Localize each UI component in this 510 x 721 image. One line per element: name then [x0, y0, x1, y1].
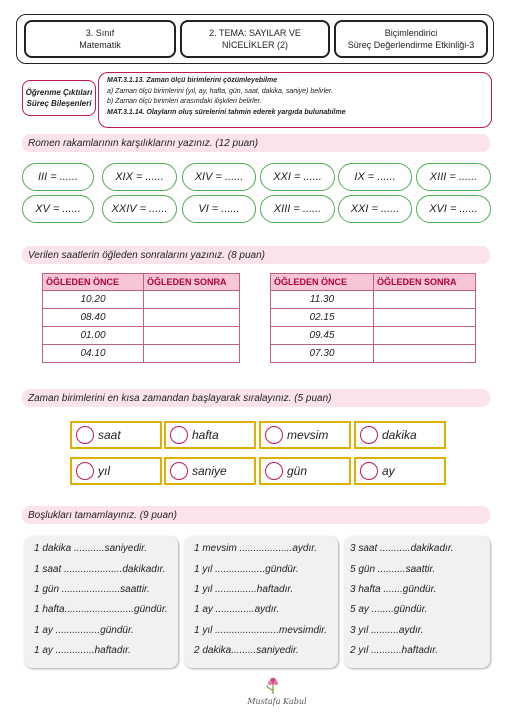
- roman-pill: XIX = ......: [102, 163, 177, 191]
- time-cell: 09.45: [271, 327, 374, 345]
- objective-line: MAT.3.1.13. Zaman ölçü birimlerini çözümleyebilme: [107, 77, 278, 84]
- objectives-box: [98, 72, 492, 128]
- unit-box[interactable]: gün: [259, 457, 351, 485]
- col-header-before: ÖĞLEDEN ÖNCE: [271, 274, 374, 291]
- order-circle-icon[interactable]: [265, 426, 283, 444]
- roman-pill: XIII = ......: [260, 195, 335, 223]
- header-grade: 3. Sınıf Matematik: [24, 20, 176, 58]
- blank-line: 1 hafta.........................gündür.: [34, 604, 168, 615]
- order-circle-icon[interactable]: [170, 426, 188, 444]
- roman-pill: XXI = ......: [260, 163, 335, 191]
- blank-line: 2 dakika.........saniyedir.: [194, 645, 299, 656]
- answer-cell[interactable]: [374, 309, 476, 327]
- blanks-section-title: Boşlukları tamamlayınız. (9 puan): [22, 506, 490, 524]
- header-theme: 2. TEMA: SAYILAR VE NİCELİKLER (2): [180, 20, 330, 58]
- order-circle-icon[interactable]: [265, 462, 283, 480]
- roman-pill: III = ......: [22, 163, 94, 191]
- blank-line: 1 mevsim ...................aydır.: [194, 543, 317, 554]
- time-cell: 02.15: [271, 309, 374, 327]
- roman-pill: XV = ......: [22, 195, 94, 223]
- blank-line: 3 yıl ..........aydır.: [350, 625, 424, 636]
- blank-line: 3 saat ...........dakikadır.: [350, 543, 454, 554]
- roman-section-title: Romen rakamlarının karşılıklarını yazınız. (12 puan): [22, 134, 490, 152]
- roman-pill: XIII = ......: [416, 163, 491, 191]
- objective-line: b) Zaman ölçü birimleri arasındaki ilişkileri belirler.: [107, 98, 262, 105]
- order-circle-icon[interactable]: [170, 462, 188, 480]
- flower-logo-icon: [262, 676, 284, 696]
- unit-box[interactable]: mevsim: [259, 421, 351, 449]
- blank-line: 1 ay ..............aydır.: [194, 604, 280, 615]
- author-logo-text: Mustafa Kabul: [247, 697, 307, 706]
- blank-line: 1 ay ................gündür.: [34, 625, 134, 636]
- clock-table-right: [270, 273, 476, 363]
- answer-cell[interactable]: [374, 345, 476, 363]
- time-cell: 04.10: [43, 345, 144, 363]
- unit-box[interactable]: saniye: [164, 457, 256, 485]
- col-header-after: ÖĞLEDEN SONRA: [374, 274, 476, 291]
- order-circle-icon[interactable]: [360, 426, 378, 444]
- blank-line: 1 saat .....................dakikadır.: [34, 564, 166, 575]
- time-cell: 07.30: [271, 345, 374, 363]
- time-cell: 10.20: [43, 291, 144, 309]
- answer-cell[interactable]: [144, 309, 240, 327]
- order-circle-icon[interactable]: [76, 462, 94, 480]
- time-cell: 11.30: [271, 291, 374, 309]
- objectives-label: Öğrenme Çıktıları Süreç Bileşenleri: [22, 80, 96, 116]
- order-circle-icon[interactable]: [360, 462, 378, 480]
- time-cell: 08.40: [43, 309, 144, 327]
- col-header-after: ÖĞLEDEN SONRA: [144, 274, 240, 291]
- answer-cell[interactable]: [144, 327, 240, 345]
- unit-box[interactable]: ay: [354, 457, 446, 485]
- clock-table-left: [42, 273, 240, 363]
- blank-line: 5 ay ........gündür.: [350, 604, 428, 615]
- clock-section-title: Verilen saatlerin öğleden sonralarını yazınız. (8 puan): [22, 246, 490, 264]
- blank-line: 1 yıl .......................mevsimdir.: [194, 625, 327, 636]
- unit-box[interactable]: dakika: [354, 421, 446, 449]
- answer-cell[interactable]: [144, 345, 240, 363]
- answer-cell[interactable]: [374, 291, 476, 309]
- units-section-title: Zaman birimlerini en kısa zamandan başlayarak sıralayınız. (5 puan): [22, 389, 490, 407]
- blank-line: 1 yıl ..................gündür.: [194, 564, 299, 575]
- answer-cell[interactable]: [374, 327, 476, 345]
- roman-pill: XXIV = ......: [102, 195, 177, 223]
- roman-pill: XXI = ......: [338, 195, 412, 223]
- roman-pill: XIV = ......: [182, 163, 256, 191]
- blank-line: 2 yıl ...........haftadır.: [350, 645, 438, 656]
- blank-line: 1 yıl ...............haftadır.: [194, 584, 294, 595]
- objective-line: MAT.3.1.14. Olayların oluş sürelerini tahmin ederek yargıda bulunabilme: [107, 108, 346, 116]
- roman-pill: IX = ......: [338, 163, 412, 191]
- roman-pill: XVI = ......: [416, 195, 491, 223]
- objective-line: a) Zaman ölçü birimlerini (yıl, ay, hafta, gün, saat, dakika, saniye) belirler.: [107, 87, 334, 95]
- blank-line: 1 dakika ...........saniyedir.: [34, 543, 148, 554]
- blank-line: 5 gün ..........saattir.: [350, 564, 436, 575]
- unit-box[interactable]: hafta: [164, 421, 256, 449]
- time-cell: 01.00: [43, 327, 144, 345]
- col-header-before: ÖĞLEDEN ÖNCE: [43, 274, 144, 291]
- unit-box[interactable]: saat: [70, 421, 162, 449]
- blank-line: 1 gün .....................saattir.: [34, 584, 150, 595]
- blank-line: 1 ay ..............haftadır.: [34, 645, 131, 656]
- header-type: Biçimlendirici Süreç Değerlendirme Etkinliği-3: [334, 20, 488, 58]
- blank-line: 3 hafta .......gündür.: [350, 584, 437, 595]
- answer-cell[interactable]: [144, 291, 240, 309]
- order-circle-icon[interactable]: [76, 426, 94, 444]
- roman-pill: VI = ......: [182, 195, 256, 223]
- unit-box[interactable]: yıl: [70, 457, 162, 485]
